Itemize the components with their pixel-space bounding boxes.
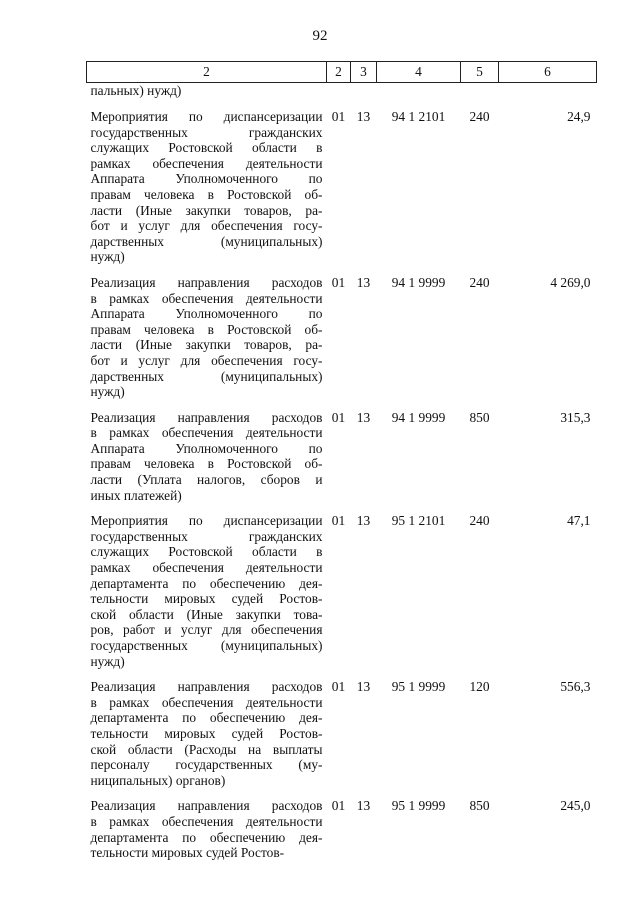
row-target: 95 1 9999 [391, 679, 446, 695]
name-line: тельности мировых судей Ростов- [90, 845, 285, 861]
name-line: Аппарата Уполномоченного по [90, 171, 323, 187]
name-line: Реализация направления расходов [90, 409, 323, 425]
row-type: 850 [469, 409, 490, 425]
row-amount: 47,1 [567, 513, 591, 529]
name-line: департамента по обеспечению дея- [90, 575, 323, 591]
name-line: в рамках обеспечения деятельности [90, 694, 323, 710]
table-header-row [87, 62, 597, 83]
name-line: Реализация направления расходов [90, 798, 323, 814]
row-subsection: 13 [356, 513, 371, 529]
row-section: 01 [331, 798, 346, 814]
name-line: дарственных (муниципальных) [90, 368, 323, 384]
row-section: 01 [331, 679, 346, 695]
table-row [87, 265, 597, 400]
name-line: департамента по обеспечению дея- [90, 710, 323, 726]
name-line: ской области (Иные закупки това- [90, 606, 323, 622]
row-section: 01 [331, 513, 346, 529]
name-line: тельности мировых судей Ростов- [90, 591, 323, 607]
row-target: 95 1 2101 [391, 513, 446, 529]
name-line: ласти (Иные закупки товаров, ра- [90, 337, 323, 353]
row-type: 240 [469, 274, 490, 290]
header-cell-target: 4 [377, 62, 461, 83]
name-line: тельности мировых судей Ростов- [90, 725, 323, 741]
row-target: 94 1 9999 [391, 409, 446, 425]
name-line: Мероприятия по диспансеризации [90, 513, 323, 529]
continuation-row [87, 83, 597, 100]
name-line: бот и услуг для обеспечения госу- [90, 352, 323, 368]
name-line: в рамках обеспечения деятельности [90, 425, 323, 441]
name-line: государственных гражданских [90, 528, 323, 544]
name-line: иных платежей) [90, 487, 182, 503]
row-subsection: 13 [356, 409, 371, 425]
name-line: Реализация направления расходов [90, 679, 323, 695]
name-line: в рамках обеспечения деятельности [90, 290, 323, 306]
name-line: ласти (Уплата налогов, сборов и [90, 472, 323, 488]
continuation-text [87, 83, 327, 100]
row-amount: 4 269,0 [550, 274, 591, 290]
name-line: дарственных (муниципальных) [90, 233, 323, 249]
name-line: ниципальных) органов) [90, 772, 226, 788]
row-name [87, 788, 327, 860]
row-subsection: 13 [356, 274, 371, 290]
name-line: Мероприятия по диспансеризации [90, 109, 323, 124]
name-line: служащих Ростовской области в [90, 140, 323, 156]
row-type: 240 [469, 513, 490, 529]
name-line: в рамках обеспечения деятельности [90, 813, 323, 829]
row-type: 240 [469, 109, 490, 124]
row-name [87, 503, 327, 669]
table-row [87, 400, 597, 504]
row-subsection: 13 [356, 798, 371, 814]
row-target: 94 1 2101 [391, 109, 446, 124]
row-type: 120 [469, 679, 490, 695]
budget-table [86, 61, 597, 861]
row-target: 94 1 9999 [391, 274, 446, 290]
header-cell-type: 5 [461, 62, 499, 83]
row-amount: 315,3 [560, 409, 591, 425]
row-name [87, 669, 327, 788]
name-line: государственных гражданских [90, 124, 323, 140]
row-target: 95 1 9999 [391, 798, 446, 814]
row-amount: 245,0 [560, 798, 591, 814]
table-row [87, 503, 597, 669]
row-amount: 24,9 [567, 109, 591, 124]
row-section: 01 [331, 109, 346, 124]
name-line: департамента по обеспечению дея- [90, 829, 323, 845]
row-subsection: 13 [356, 679, 371, 695]
name-line: пальных) нужд) [90, 83, 182, 98]
row-section: 01 [331, 274, 346, 290]
name-line: правам человека в Ростовской об- [90, 456, 323, 472]
row-section: 01 [331, 409, 346, 425]
row-name [87, 400, 327, 504]
row-type: 850 [469, 798, 490, 814]
name-line: рамках обеспечения деятельности [90, 560, 323, 576]
header-cell-name: 2 [87, 62, 327, 83]
header-cell-amount: 6 [499, 62, 597, 83]
name-line: Аппарата Уполномоченного по [90, 440, 323, 456]
table-row [87, 669, 597, 788]
name-line: бот и услуг для обеспечения госу- [90, 218, 323, 234]
name-line: правам человека в Ростовской об- [90, 321, 323, 337]
name-line: Аппарата Уполномоченного по [90, 306, 323, 322]
row-subsection: 13 [356, 109, 371, 124]
name-line: нужд) [90, 384, 125, 400]
name-line: ской области (Расходы на выплаты [90, 741, 323, 757]
name-line: служащих Ростовской области в [90, 544, 323, 560]
name-line: Реализация направления расходов [90, 274, 323, 290]
row-name [87, 99, 327, 265]
name-line: персоналу государственных (му- [90, 757, 323, 773]
name-line: ров, работ и услуг для обеспечения [90, 622, 323, 638]
name-line: правам человека в Ростовской об- [90, 186, 323, 202]
row-amount: 556,3 [560, 679, 591, 695]
table-row [87, 788, 597, 860]
name-line: ласти (Иные закупки товаров, ра- [90, 202, 323, 218]
name-line: нужд) [90, 249, 125, 265]
name-line: рамках обеспечения деятельности [90, 155, 323, 171]
row-name [87, 265, 327, 400]
name-line: государственных (муниципальных) [90, 638, 323, 653]
name-line: нужд) [90, 653, 125, 669]
header-cell-section: 2 [327, 62, 351, 83]
header-cell-subsection: 3 [351, 62, 377, 83]
page-number: 92 [312, 28, 328, 44]
table-row [87, 99, 597, 265]
